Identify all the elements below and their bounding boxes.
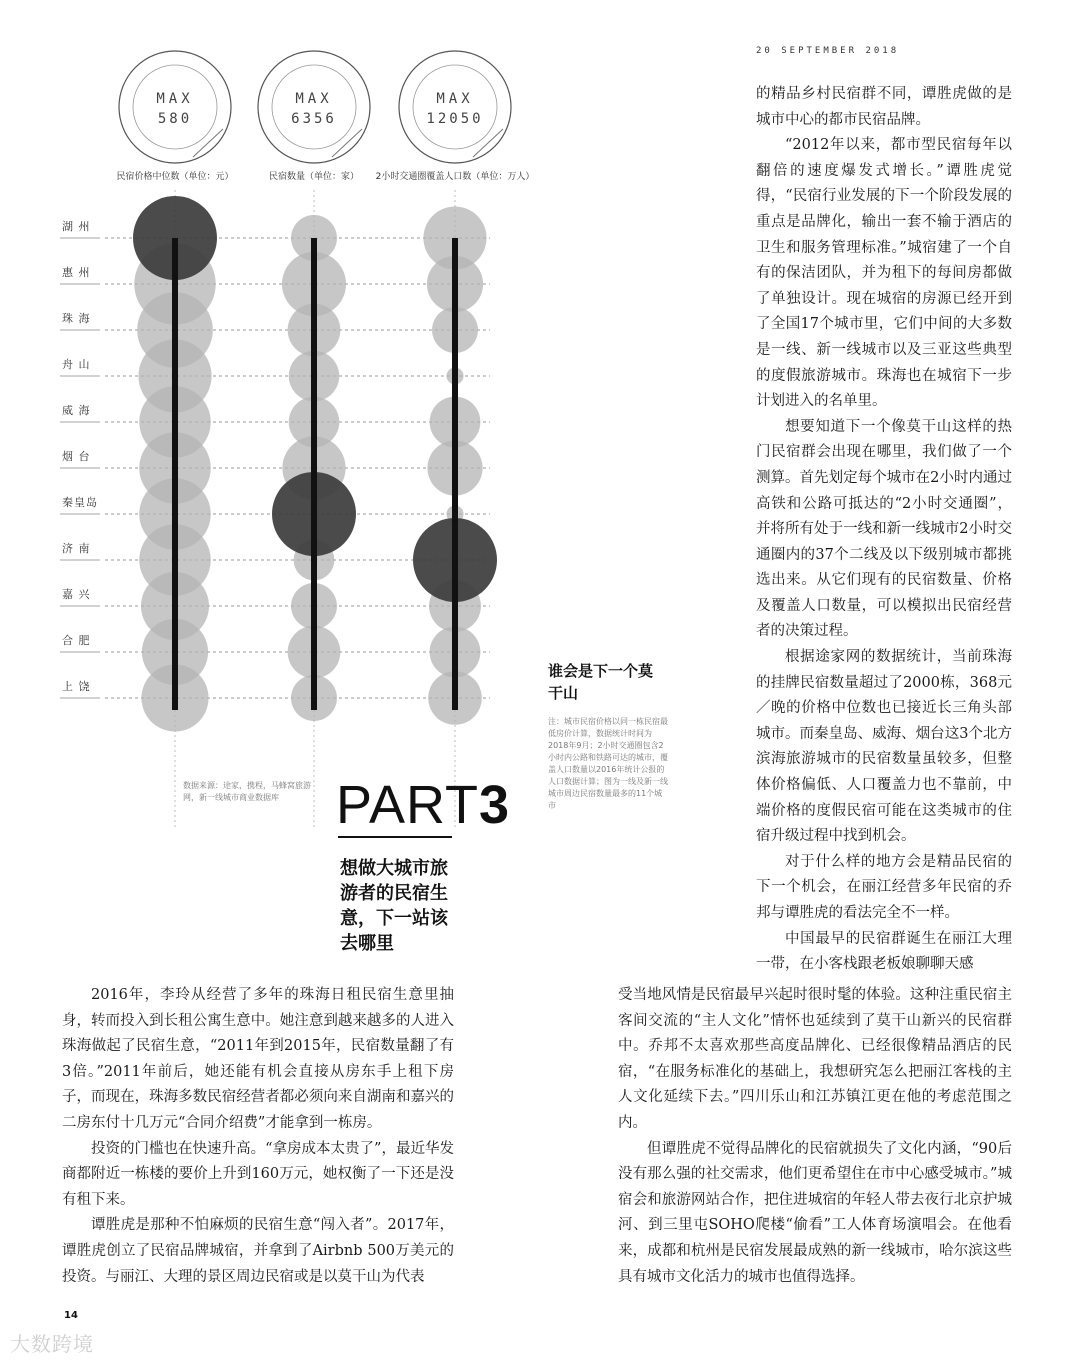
city-label: 舟 山 — [62, 358, 91, 371]
article-column-left — [62, 983, 454, 1290]
max-badge-outer-ring — [399, 51, 511, 163]
paragraph: 投资的门槛也在快速升高。“拿房成本太贵了”，最近华发商都附近一栋楼的要价上升到160万元，她权衡了一下还是没有租下来。 — [62, 1140, 454, 1208]
bubble-chart — [0, 0, 540, 830]
city-label: 嘉 兴 — [62, 588, 91, 601]
chart-side-title: 谁会是下一个莫干山 — [548, 662, 654, 702]
paragraph: 受当地风情是民宿最早兴起时很时髦的体验。这种注重民宿主客间交流的“主人文化”情怀也延续到了莫干山新兴的民宿群中。乔邦不太喜欢那些高度品牌化、已经很像精品酒店的民宿，“在服务标准化的基础上，我想研究怎么把丽江客栈的主人文化延续下去。”四川乐山和江苏镇江更在他的考虑范围之内。 — [618, 987, 1012, 1131]
max-badge-value: 580 — [157, 111, 193, 127]
part-prefix: PART — [336, 775, 480, 835]
max-badge-inner-ring — [133, 65, 217, 149]
city-label: 济 南 — [62, 542, 91, 555]
paragraph: 根据途家网的数据统计，当前珠海的挂牌民宿数量超过了2000栋，368元／晚的价格中位数也已接近长三角头部城市。而秦皇岛、威海、烟台这3个北方滨海旅游城市的民宿数量虽较多，但整体价格偏低、人口覆盖力也不靠前，中端价格的度假民宿可能在这类城市的住宿升级过程中找到机会。 — [756, 649, 1012, 845]
part-heading — [336, 775, 511, 835]
issue-date: 20 SEPTEMBER 2018 — [756, 46, 900, 56]
paragraph: 对于什么样的地方会是精品民宿的下一个机会，在丽江经营多年民宿的乔邦与谭胜虎的看法完全不一样。 — [756, 853, 1012, 921]
city-label: 秦皇岛 — [62, 496, 98, 509]
chart-column-caption: 2小时交通圈覆盖人口数（单位：万人） — [375, 172, 535, 182]
chart-column-caption: 民宿数量（单位：家） — [268, 172, 360, 182]
paragraph: 中国最早的民宿群诞生在丽江大理一带，在小客栈跟老板娘聊聊天感 — [756, 930, 1012, 973]
city-label: 烟 台 — [62, 450, 91, 463]
chart-canvas — [0, 0, 540, 830]
paragraph: 2016年，李玲从经营了多年的珠海日租民宿生意里抽身，转而投入到长租公寓生意中。她注意到越来越多的人进入珠海做起了民宿生意，“2011年到2015年，民宿数量翻了有3倍。”2011年前后，她还能有机会直接从房东手上租下房子，而现在，珠海多数民宿经营者都必须向来自湖南和嘉兴的二房东付十几万元“合同介绍费”才能拿到一栋房。 — [62, 987, 454, 1131]
city-label: 合 肥 — [62, 634, 91, 647]
city-label: 惠 州 — [62, 266, 91, 279]
city-label: 湖 州 — [62, 220, 91, 233]
data-source-note: 数据来源：途家，携程，马蜂窝旅游网，新一线城市商业数据库 — [183, 781, 311, 802]
part-subtitle: 想做大城市旅游者的民宿生意，下一站该去哪里 — [340, 858, 448, 954]
city-label: 珠 海 — [62, 312, 91, 325]
max-badge-inner-ring — [413, 65, 497, 149]
max-badge-outer-ring — [258, 51, 370, 163]
chart-side-note: 注：城市民宿价格以同一栋民宿最低房价计算，数据统计时间为2018年9月；2小时交通圈包含2小时内公路和铁路可达的城市，覆盖人口数量以2016年统计公报的人口数据计算；图为一线及新一线城市周边民宿数量最多的11个城市 — [548, 717, 668, 810]
paragraph: “2012年以来，都市型民宿每年以翻倍的速度爆发式增长。”谭胜虎觉得，“民宿行业发展的下一个阶段发展的重点是品牌化，输出一套不输于酒店的卫生和服务管理标准。”城宿建了一个自有的保洁团队，并为租下的每间房都做了单独设计。现在城宿的房源已经开到了全国17个城市里，它们中间的大多数是一线、新一线城市以及三亚这些典型的度假旅游城市。珠海也在城宿下一步计划进入的名单里。 — [756, 137, 1012, 410]
paragraph: 想要知道下一个像莫干山这样的热门民宿群会出现在哪里，我们做了一个测算。首先划定每个城市在2小时内通过高铁和公路可抵达的“2小时交通圈”，并将所有处于一线和新一线城市2小时交通圈内的37个二线及以下级别城市都挑选出来。从它们现有的民宿数量、价格及覆盖人口数量，可以模拟出民宿经营者的决策过程。 — [756, 418, 1012, 640]
paragraph: 但谭胜虎不觉得品牌化的民宿就损失了文化内涵，“90后没有那么强的社交需求，他们更希望住在市中心感受城市。”城宿会和旅游网站合作，把住进城宿的年轻人带去夜行北京护城河、到三里屯SOHO爬楼“偷看”工人体育场演唱会。在他看来，成都和杭州是民宿发展最成熟的新一线城市，哈尔滨这些具有城市文化活力的城市也值得选择。 — [618, 1140, 1012, 1285]
article-column-right — [756, 82, 1012, 978]
max-badge-inner-ring — [272, 65, 356, 149]
city-label: 上 饶 — [62, 680, 91, 693]
paragraph: 的精品乡村民宿群不同，谭胜虎做的是城市中心的都市民宿品牌。 — [756, 86, 1012, 128]
max-badge-label: MAX — [436, 91, 474, 107]
chart-column-caption: 民宿价格中位数（单位：元） — [116, 172, 234, 182]
paragraph: 谭胜虎是那种不怕麻烦的民宿生意“闯入者”。2017年，谭胜虎创立了民宿品牌城宿，并拿到了Airbnb 500万美元的投资。与丽江、大理的景区周边民宿或是以莫干山为代表 — [62, 1217, 454, 1285]
article-column-bottom-right — [618, 983, 1012, 1290]
part-rule — [338, 836, 452, 838]
max-badge-value: 12050 — [426, 111, 484, 127]
max-badge-label: MAX — [156, 91, 194, 107]
max-badge-value: 6356 — [291, 111, 337, 127]
page-number: 14 — [64, 1310, 78, 1321]
part-number: 3 — [479, 775, 511, 835]
city-label: 威 海 — [62, 404, 91, 417]
max-badge-outer-ring — [119, 51, 231, 163]
watermark-logo: 大数跨境 — [10, 1332, 94, 1356]
max-badge-label: MAX — [295, 91, 333, 107]
